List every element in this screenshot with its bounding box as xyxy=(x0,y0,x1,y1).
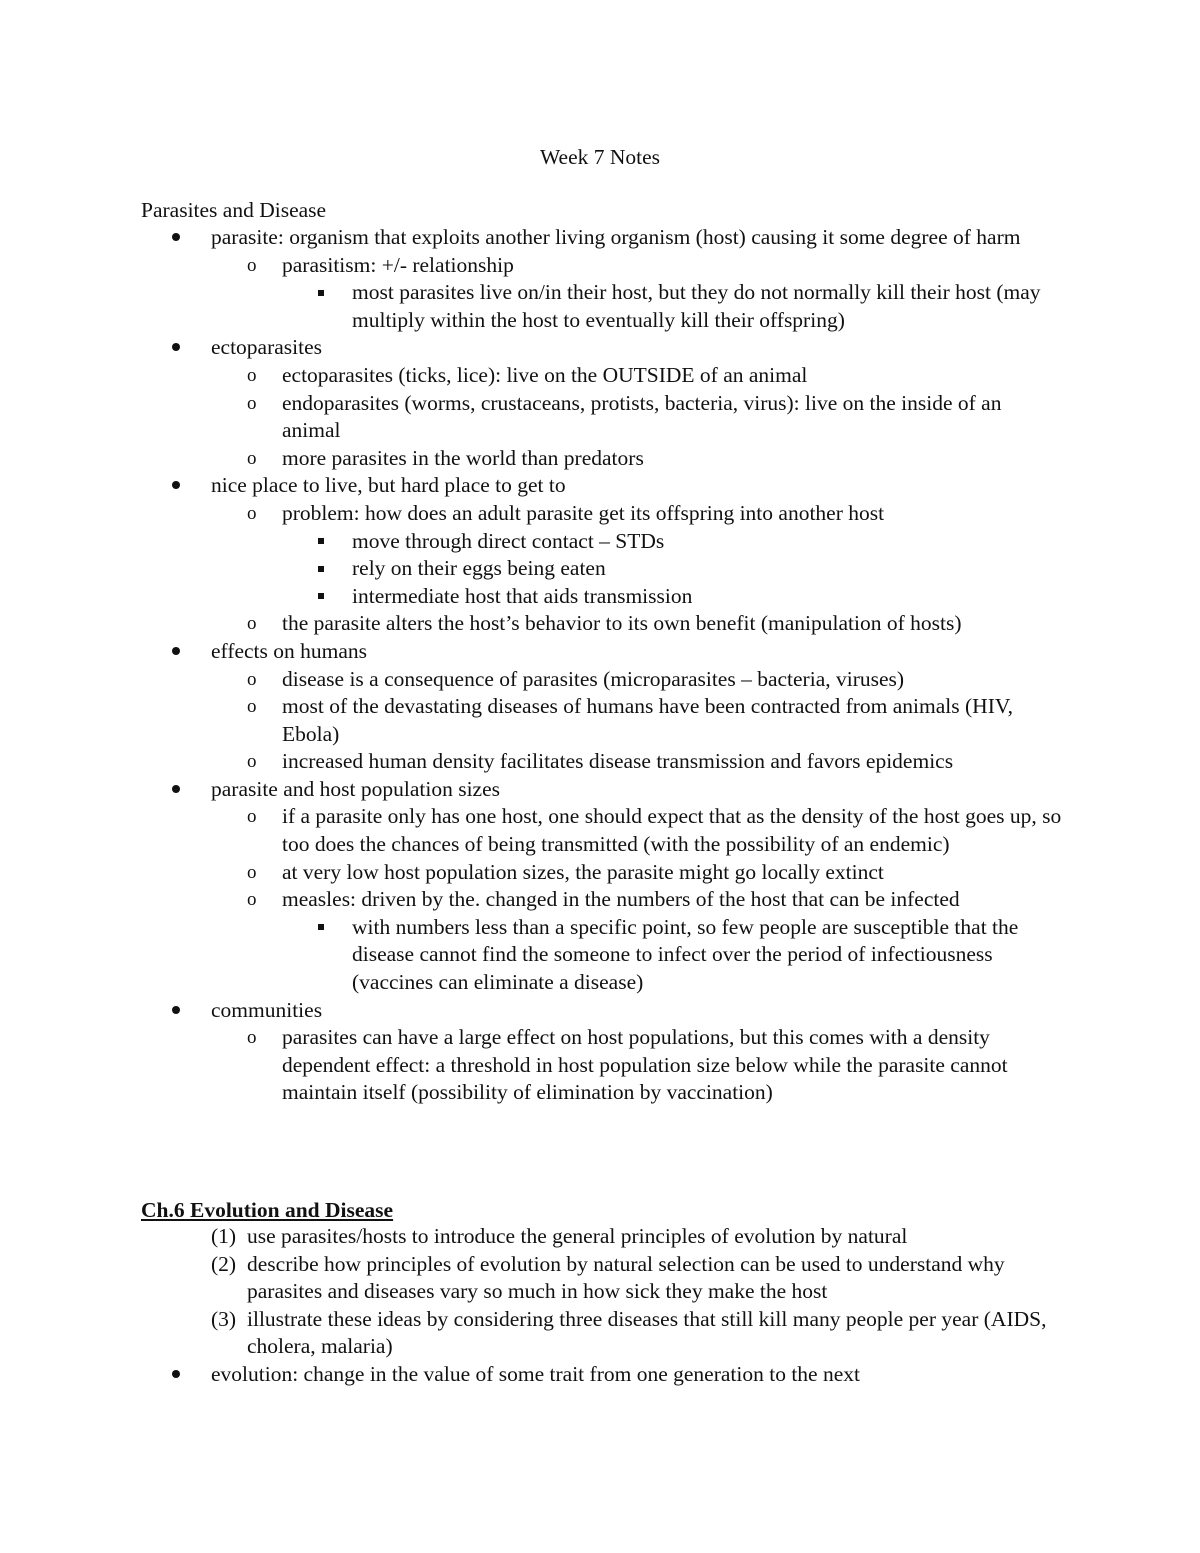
list-item xyxy=(0,362,1200,390)
list-item-text: intermediate host that aids transmission xyxy=(352,583,693,608)
list-item xyxy=(0,583,1200,611)
list-item-text: move through direct contact – STDs xyxy=(352,528,665,553)
list-number: (3) xyxy=(211,1306,237,1331)
list-item-text: parasites can have a large effect on host populations, but this comes with a density dependent effect: a threshold in host population size below while the parasite cannot maintain itself (possibility of elimination by vaccination) xyxy=(282,1025,1008,1105)
circle-bullet-icon: o xyxy=(247,502,257,524)
circle-bullet-icon: o xyxy=(247,364,257,386)
list-item xyxy=(0,886,1200,914)
list-item-text: parasite: organism that exploits another living organism (host) causing it some degree of harm xyxy=(211,225,1021,249)
list-item-text: with numbers less than a specific point, so few people are susceptible that the disease cannot find the someone to infect over the period of infectiousness (vaccines can eliminate a disease) xyxy=(352,914,1019,995)
list-item-text: measles: driven by the. changed in the numbers of the host that can be infected xyxy=(282,887,960,912)
list-item-text: rely on their eggs being eaten xyxy=(352,556,606,581)
list-item-text: effects on humans xyxy=(211,638,368,663)
circle-bullet-icon: o xyxy=(247,751,257,773)
list-number: (1) xyxy=(211,1224,237,1248)
bullet-icon xyxy=(172,776,180,804)
list-item-text: ectoparasites (ticks, lice): live on the OUTSIDE of an animal xyxy=(282,362,808,387)
list-item xyxy=(0,693,1200,748)
circle-bullet-icon: o xyxy=(247,889,257,911)
list-item-text: evolution: change in the value of some trait from one generation to the next xyxy=(211,1361,860,1386)
section-bullet-list xyxy=(0,224,1200,1107)
circle-bullet-icon: o xyxy=(247,447,257,469)
section-heading: Parasites and Disease xyxy=(141,198,327,222)
list-item xyxy=(0,638,1200,666)
list-item xyxy=(0,1251,1200,1306)
bullet-icon xyxy=(172,638,180,666)
square-bullet-icon xyxy=(318,279,324,307)
square-bullet-icon xyxy=(318,583,324,611)
list-item xyxy=(0,445,1200,473)
list-item xyxy=(0,666,1200,694)
bullet-icon xyxy=(172,224,180,252)
list-item xyxy=(0,555,1200,583)
circle-bullet-icon: o xyxy=(247,1027,257,1049)
list-item-text: describe how principles of evolution by natural selection can be used to understand why parasites and diseases vary so much in how sick they make the host xyxy=(247,1251,1005,1304)
list-item xyxy=(0,252,1200,280)
bullet-icon xyxy=(172,472,180,500)
list-item xyxy=(0,500,1200,528)
list-item-text: problem: how does an adult parasite get its offspring into another host xyxy=(282,500,885,525)
circle-bullet-icon: o xyxy=(247,696,257,718)
list-item xyxy=(0,1223,1200,1251)
circle-bullet-icon: o xyxy=(247,806,257,828)
list-number: (2) xyxy=(211,1251,237,1276)
list-item xyxy=(0,224,1200,252)
list-item-text: illustrate these ideas by considering three diseases that still kill many people per year (AIDS, cholera, malaria) xyxy=(247,1306,1047,1359)
list-item xyxy=(0,748,1200,776)
list-item xyxy=(0,776,1200,804)
circle-bullet-icon: o xyxy=(247,254,257,276)
list-item-text: the parasite alters the host’s behavior to its own benefit (manipulation of hosts) xyxy=(282,611,962,636)
list-item-text: use parasites/hosts to introduce the general principles of evolution by natural xyxy=(247,1224,908,1248)
list-item xyxy=(0,1024,1200,1107)
square-bullet-icon xyxy=(318,914,324,942)
circle-bullet-icon: o xyxy=(247,861,257,883)
list-item-text: nice place to live, but hard place to get to xyxy=(211,473,566,498)
circle-bullet-icon: o xyxy=(247,392,257,414)
square-bullet-icon xyxy=(318,528,324,556)
circle-bullet-icon: o xyxy=(247,668,257,690)
list-item-text: most parasites live on/in their host, but they do not normally kill their host (may multiply within the host to eventually kill their offspring) xyxy=(352,280,1041,332)
list-item-text: ectoparasites xyxy=(211,335,323,360)
list-item xyxy=(0,610,1200,638)
list-item-text: disease is a consequence of parasites (microparasites – bacteria, viruses) xyxy=(282,666,905,691)
list-item xyxy=(0,528,1200,556)
list-item xyxy=(0,803,1200,858)
document-title: Week 7 Notes xyxy=(539,145,661,169)
list-item xyxy=(0,279,1200,334)
list-item-text: more parasites in the world than predators xyxy=(282,445,644,470)
list-item xyxy=(0,334,1200,362)
list-item-text: parasite and host population sizes xyxy=(211,776,500,801)
list-item-text: endoparasites (worms, crustaceans, protists, bacteria, virus): live on the inside of an animal xyxy=(282,390,1002,443)
list-item xyxy=(0,390,1200,445)
bullet-icon xyxy=(172,334,180,362)
list-item-text: parasitism: +/- relationship xyxy=(282,252,514,277)
list-item xyxy=(0,914,1200,997)
list-item xyxy=(0,859,1200,887)
list-item xyxy=(0,1361,1200,1389)
bullet-icon xyxy=(172,997,180,1025)
section-bullet-list xyxy=(0,1223,1200,1389)
section-heading: Ch.6 Evolution and Disease xyxy=(141,1198,394,1222)
list-item-text: at very low host population sizes, the parasite might go locally extinct xyxy=(282,859,884,884)
list-item xyxy=(0,1306,1200,1361)
list-item-text: increased human density facilitates disease transmission and favors epidemics xyxy=(282,749,954,774)
list-item-text: if a parasite only has one host, one should expect that as the density of the host goes up, so too does the chances of being transmitted (with the possibility of an endemic) xyxy=(282,804,1062,857)
list-item-text: communities xyxy=(211,997,323,1022)
list-item xyxy=(0,997,1200,1025)
list-item xyxy=(0,472,1200,500)
bullet-icon xyxy=(172,1361,180,1389)
square-bullet-icon xyxy=(318,555,324,583)
circle-bullet-icon: o xyxy=(247,613,257,635)
list-item-text: most of the devastating diseases of humans have been contracted from animals (HIV, Ebola) xyxy=(282,694,1013,746)
